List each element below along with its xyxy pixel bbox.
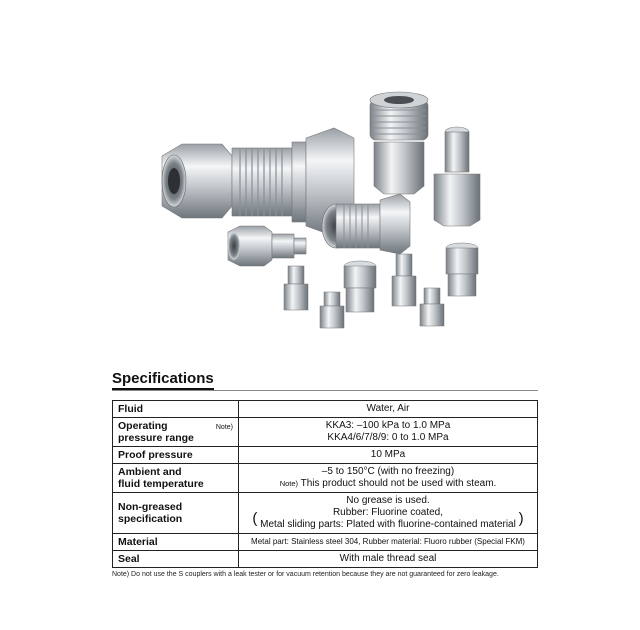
material-label: Material (113, 534, 239, 551)
ambient-temperature-note-mark: Note) (279, 479, 299, 488)
fluid-value: Water, Air (239, 401, 538, 418)
seal-value: With male thread seal (239, 551, 538, 568)
operating-pressure-value-line1: KKA3: –100 kPa to 1.0 MPa (325, 420, 451, 431)
row-non-greased (113, 493, 538, 534)
operating-pressure-value (239, 418, 538, 447)
open-paren-glyph: ( (252, 510, 258, 527)
non-greased-detail-lines (260, 507, 516, 531)
non-greased-label-line1: Non-greased (118, 501, 183, 513)
fluid-label: Fluid (113, 401, 239, 418)
row-operating-pressure (113, 418, 538, 447)
ambient-temperature-label-line2: fluid temperature (118, 478, 204, 490)
row-proof-pressure (113, 447, 538, 464)
vertical-plug (434, 127, 480, 226)
row-material (113, 534, 538, 551)
specifications-table (112, 400, 538, 568)
small-horizontal-plug (228, 226, 306, 266)
non-greased-label (113, 493, 239, 534)
non-greased-detail (244, 507, 532, 531)
non-greased-value-line1: No grease is used. (346, 495, 430, 506)
non-greased-value (239, 493, 538, 534)
ambient-temperature-value-line1: –5 to 150°C (with no freezing) (321, 466, 455, 477)
ambient-temperature-label-line1: Ambient and (118, 466, 182, 478)
row-ambient-temperature (113, 464, 538, 493)
small-fittings (284, 243, 478, 328)
operating-pressure-label-line1: Operating (118, 420, 168, 432)
row-fluid (113, 401, 538, 418)
section-title: Specifications (112, 371, 214, 390)
non-greased-value-line2: Rubber: Fluorine coated, (332, 507, 444, 518)
proof-pressure-label: Proof pressure (113, 447, 239, 464)
ambient-temperature-label (113, 464, 239, 493)
seal-label: Seal (113, 551, 239, 568)
ambient-temperature-value (239, 464, 538, 493)
row-seal (113, 551, 538, 568)
operating-pressure-note-mark: Note) (215, 424, 233, 431)
operating-pressure-label (113, 418, 239, 447)
ambient-temperature-note-text: This product should not be used with steam. (300, 478, 497, 489)
operating-pressure-value-line2: KKA4/6/7/8/9: 0 to 1.0 MPa (327, 432, 449, 443)
material-value: Metal part: Stainless steel 304, Rubber material: Fluoro rubber (Special FKM) (239, 534, 538, 551)
non-greased-label-line2: specification (118, 513, 183, 525)
title-rule (112, 390, 538, 391)
close-paren-glyph: ) (518, 510, 524, 527)
ambient-temperature-note (244, 478, 532, 490)
operating-pressure-label-line2: pressure range (118, 432, 194, 444)
footnote: Note) Do not use the S couplers with a leak tester or for vacuum retention because they are not guaranteed for zero leakage. (112, 571, 499, 578)
vertical-socket (370, 92, 428, 194)
product-photo (148, 86, 508, 346)
proof-pressure-value: 10 MPa (239, 447, 538, 464)
non-greased-value-line3: Metal sliding parts: Plated with fluorine-contained material (260, 519, 516, 530)
